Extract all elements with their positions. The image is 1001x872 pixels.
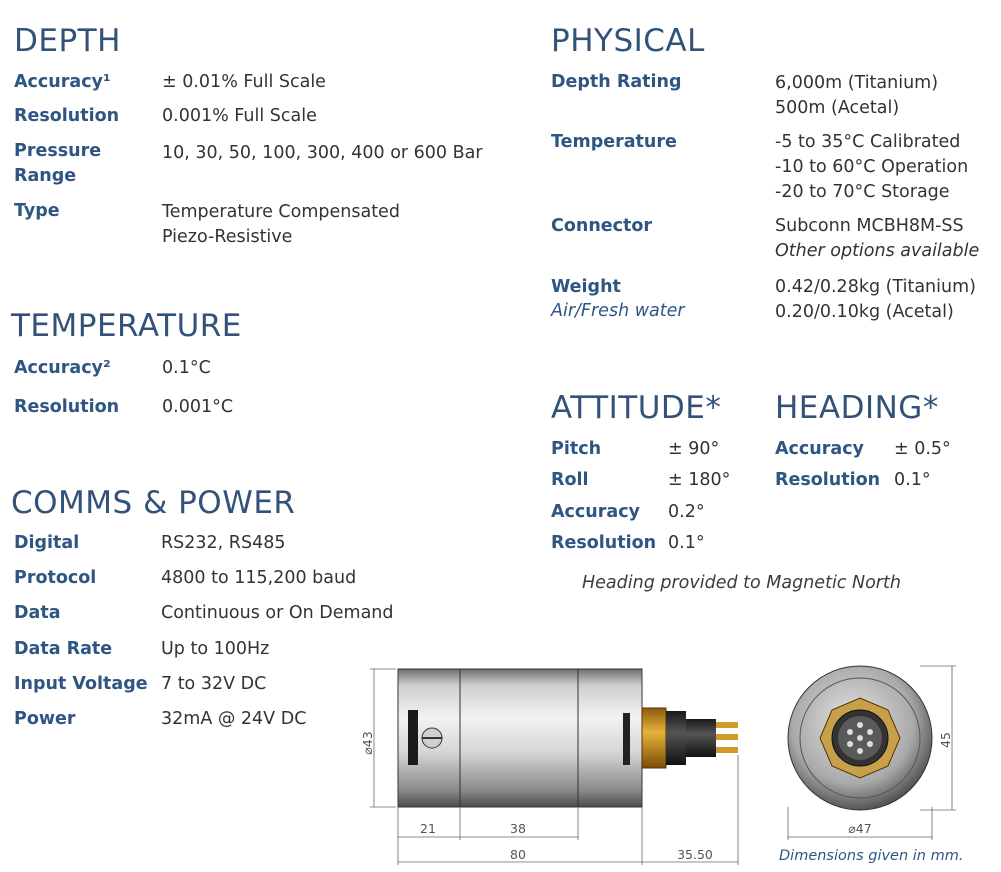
depth-accuracy-value: ± 0.01% Full Scale: [162, 72, 326, 92]
end-view: [788, 666, 932, 810]
physical-temp-line3: -20 to 70°C Storage: [775, 182, 950, 202]
physical-weight-line1: 0.42/0.28kg (Titanium): [775, 277, 976, 297]
attitude-pitch-value: ± 90°: [668, 439, 720, 459]
comms-protocol-label: Protocol: [14, 568, 97, 588]
attitude-heading: ATTITUDE*: [551, 390, 722, 426]
comms-digital-value: RS232, RS485: [161, 533, 286, 553]
physical-temperature-value: [775, 130, 968, 205]
physical-weight-sub: Air/Fresh water: [551, 301, 685, 321]
depth-type-label: Type: [14, 201, 60, 221]
depth-pressure-label-line2: Range: [14, 166, 77, 186]
depth-type-value: [162, 200, 400, 250]
comms-inputvoltage-label: Input Voltage: [14, 674, 148, 694]
physical-connector-line1: Subconn MCBH8M-SS: [775, 216, 964, 236]
attitude-resolution-label: Resolution: [551, 533, 657, 553]
heading-heading: HEADING*: [775, 390, 939, 426]
dim-38: 38: [510, 821, 526, 836]
physical-weight-label: Weight: [551, 277, 621, 297]
attitude-pitch-label: Pitch: [551, 439, 602, 459]
depth-heading: DEPTH: [14, 23, 121, 59]
physical-depth-rating-value: [775, 71, 938, 121]
temperature-accuracy-value: 0.1°C: [162, 358, 211, 378]
comms-datarate-label: Data Rate: [14, 639, 113, 659]
comms-datarate-value: Up to 100Hz: [161, 639, 270, 659]
temperature-accuracy-label: Accuracy²: [14, 358, 111, 378]
physical-weight-value: [775, 275, 976, 325]
physical-temperature-label: Temperature: [551, 132, 677, 152]
attitude-accuracy-label: Accuracy: [551, 502, 640, 522]
dim-45: 45: [938, 732, 953, 748]
comms-data-label: Data: [14, 603, 61, 623]
dim-21: 21: [420, 821, 436, 836]
dim-side-diameter: ⌀43: [360, 731, 375, 755]
comms-inputvoltage-value: 7 to 32V DC: [161, 674, 267, 694]
temperature-resolution-label: Resolution: [14, 397, 120, 417]
physical-depth-rating-line1: 6,000m (Titanium): [775, 73, 939, 93]
physical-connector-line2: Other options available: [775, 241, 980, 261]
comms-protocol-value: 4800 to 115,200 baud: [161, 568, 357, 588]
attitude-roll-label: Roll: [551, 470, 589, 490]
physical-depth-rating-label: Depth Rating: [551, 72, 682, 92]
heading-resolution-label: Resolution: [775, 470, 881, 490]
depth-pressure-label: [14, 139, 101, 189]
physical-temp-line1: -5 to 35°C Calibrated: [775, 132, 961, 152]
physical-temp-line2: -10 to 60°C Operation: [775, 157, 969, 177]
physical-weight-line2: 0.20/0.10kg (Acetal): [775, 302, 954, 322]
heading-resolution-value: 0.1°: [894, 470, 931, 490]
dim-80: 80: [510, 847, 526, 862]
magnetic-north-note: Heading provided to Magnetic North: [582, 573, 901, 593]
attitude-resolution-value: 0.1°: [668, 533, 705, 553]
physical-heading: PHYSICAL: [551, 23, 705, 59]
comms-power-label: Power: [14, 709, 76, 729]
comms-data-value: Continuous or On Demand: [161, 603, 394, 623]
attitude-roll-value: ± 180°: [668, 470, 731, 490]
depth-resolution-value: 0.001% Full Scale: [162, 106, 317, 126]
depth-type-line1: Temperature Compensated: [162, 202, 400, 222]
depth-type-line2: Piezo-Resistive: [162, 227, 293, 247]
temperature-resolution-value: 0.001°C: [162, 397, 234, 417]
temperature-heading: TEMPERATURE: [11, 308, 242, 344]
comms-power-value: 32mA @ 24V DC: [161, 709, 307, 729]
attitude-accuracy-value: 0.2°: [668, 502, 705, 522]
depth-pressure-label-line1: Pressure: [14, 141, 102, 161]
side-view: [398, 669, 738, 807]
heading-accuracy-value: ± 0.5°: [894, 439, 951, 459]
physical-connector-label: Connector: [551, 216, 653, 236]
comms-heading: COMMS & POWER: [11, 485, 296, 521]
dimension-drawing: [360, 655, 980, 870]
dim-35-50: 35.50: [677, 847, 713, 862]
comms-digital-label: Digital: [14, 533, 80, 553]
dim-end-diameter: ⌀47: [848, 821, 872, 836]
physical-connector-value: [775, 214, 979, 264]
heading-accuracy-label: Accuracy: [775, 439, 864, 459]
dimensions-note: Dimensions given in mm.: [779, 848, 964, 864]
depth-pressure-value: 10, 30, 50, 100, 300, 400 or 600 Bar: [162, 143, 483, 163]
depth-resolution-label: Resolution: [14, 106, 120, 126]
depth-accuracy-label: Accuracy¹: [14, 72, 111, 92]
physical-depth-rating-line2: 500m (Acetal): [775, 98, 900, 118]
